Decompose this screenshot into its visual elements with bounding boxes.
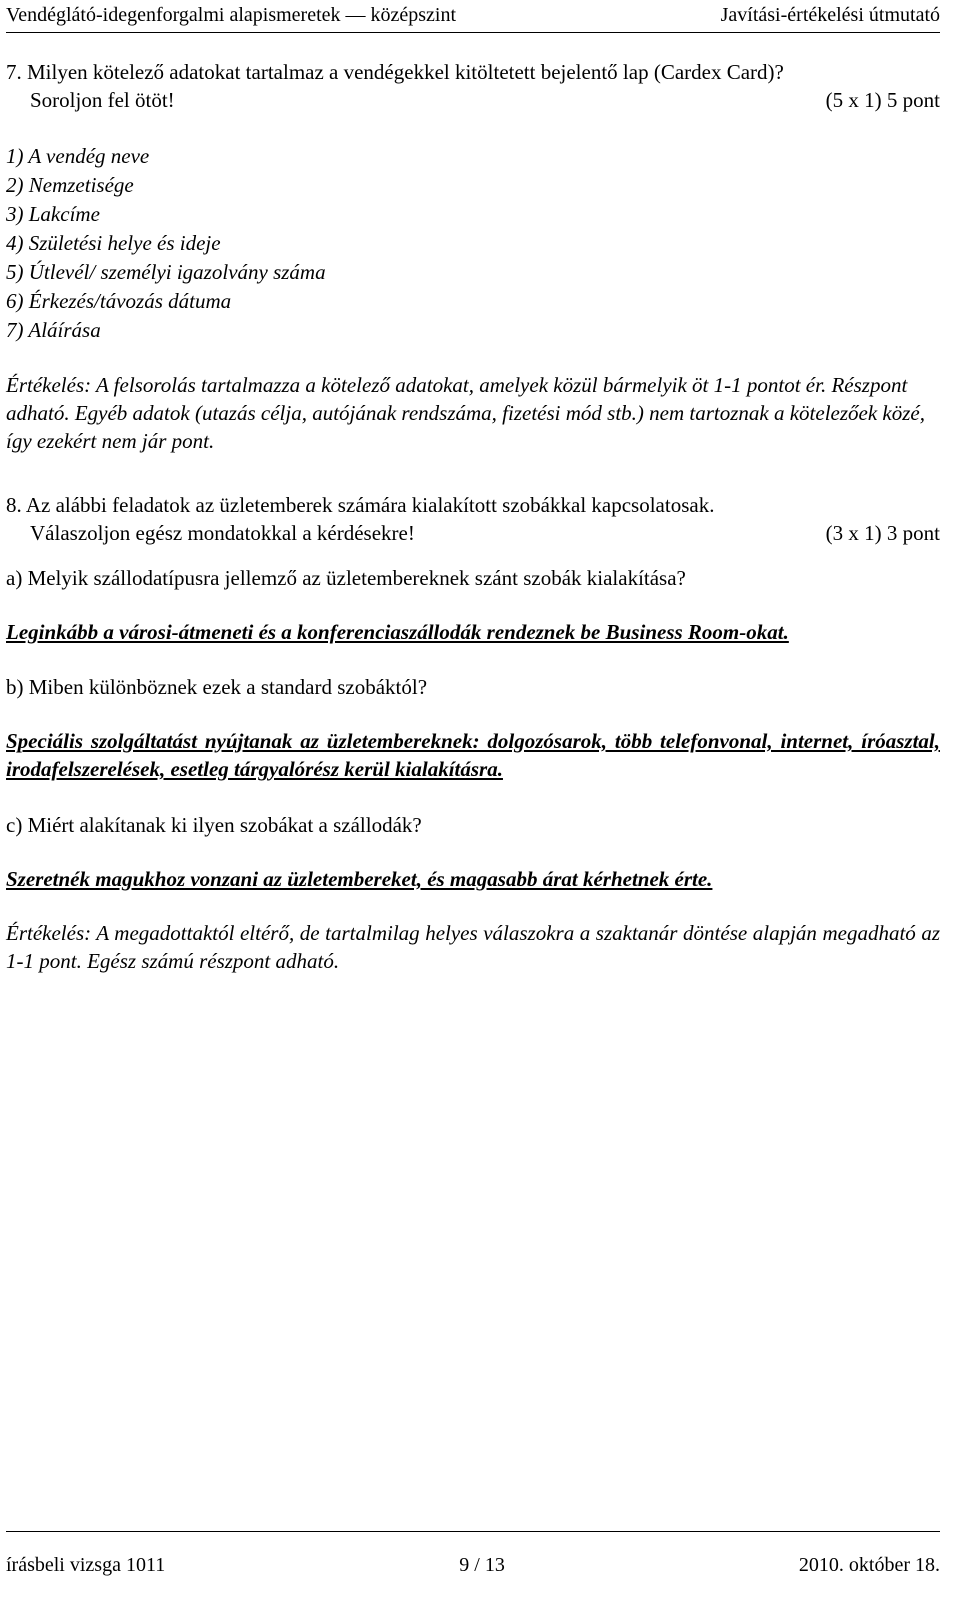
page-footer <box>6 1531 940 1578</box>
q7-line1: 7. Milyen kötelező adatokat tartalmaz a vendégekkel kitöltetett bejelentő lap (Cardex Card)? <box>6 60 784 84</box>
q8a-question: a) Melyik szállodatípusra jellemző az üzletembereknek szánt szobák kialakítása? <box>6 566 686 590</box>
q7-answer-list <box>6 142 940 345</box>
list-item: 5) Útlevél/ személyi igazolvány száma <box>6 260 326 284</box>
q8b-answer: Speciális szolgáltatást nyújtanak az üzletembereknek: dolgozósarok, több telefonvonal, internet, íróasztal, irodafelszerelések, esetleg tárgyalórész kerül kialakításra. <box>6 729 940 781</box>
page-header <box>6 2 940 33</box>
question-7 <box>6 58 940 455</box>
list-item: 6) Érkezés/távozás dátuma <box>6 289 232 313</box>
page-content <box>6 58 940 975</box>
header-subtitle: Javítási-értékelési útmutató <box>720 4 940 26</box>
footer-exam-id: írásbeli vizsga 1011 <box>6 1554 166 1576</box>
q7-line2: Soroljon fel ötöt! <box>30 88 175 112</box>
q7-line2-row <box>6 86 940 114</box>
footer-date: 2010. október 18. <box>798 1554 940 1576</box>
list-item: 2) Nemzetisége <box>6 173 134 197</box>
q7-evaluation: Értékelés: A felsorolás tartalmazza a kötelező adatokat, amelyek közül bármelyik öt 1-1 pontot ér. Részpont adható. Egyéb adatok (utazás célja, autójának rendszáma, fizetési mód stb.) nem tartoznak a kötelezőek közé, így ezekért nem jár pont. <box>6 373 925 453</box>
q8b-question: b) Miben különböznek ezek a standard szobáktól? <box>6 675 428 699</box>
q8a-answer: Leginkább a városi-átmeneti és a konferenciaszállodák rendeznek be Business Room-okat. <box>6 620 789 644</box>
q8-line1: 8. Az alábbi feladatok az üzletemberek számára kialakított szobákkal kapcsolatosak. <box>6 493 715 517</box>
q8-line2: Válaszoljon egész mondatokkal a kérdésekre! <box>30 521 415 545</box>
list-item: 1) A vendég neve <box>6 144 150 168</box>
header-title: Vendéglátó-idegenforgalmi alapismeretek — középszint <box>6 4 457 26</box>
q8-line2-row <box>6 519 940 547</box>
q8c-question: c) Miért alakítanak ki ilyen szobákat a szállodák? <box>6 813 422 837</box>
q7-points: (5 x 1) 5 pont <box>825 88 940 112</box>
list-item: 3) Lakcíme <box>6 202 100 226</box>
q8c-answer: Szeretnék magukhoz vonzani az üzletembereket, és magasabb árat kérhetnek érte. <box>6 867 713 891</box>
question-8 <box>6 491 940 975</box>
page-number: 9 / 13 <box>459 1554 505 1576</box>
q8-points: (3 x 1) 3 pont <box>825 521 940 545</box>
list-item: 4) Születési helye és ideje <box>6 231 221 255</box>
q8-evaluation: Értékelés: A megadottaktól eltérő, de tartalmilag helyes válaszokra a szaktanár döntése alapján megadható az 1-1 pont. Egész számú részpont adható. <box>6 921 940 973</box>
list-item: 7) Aláírása <box>6 318 101 342</box>
